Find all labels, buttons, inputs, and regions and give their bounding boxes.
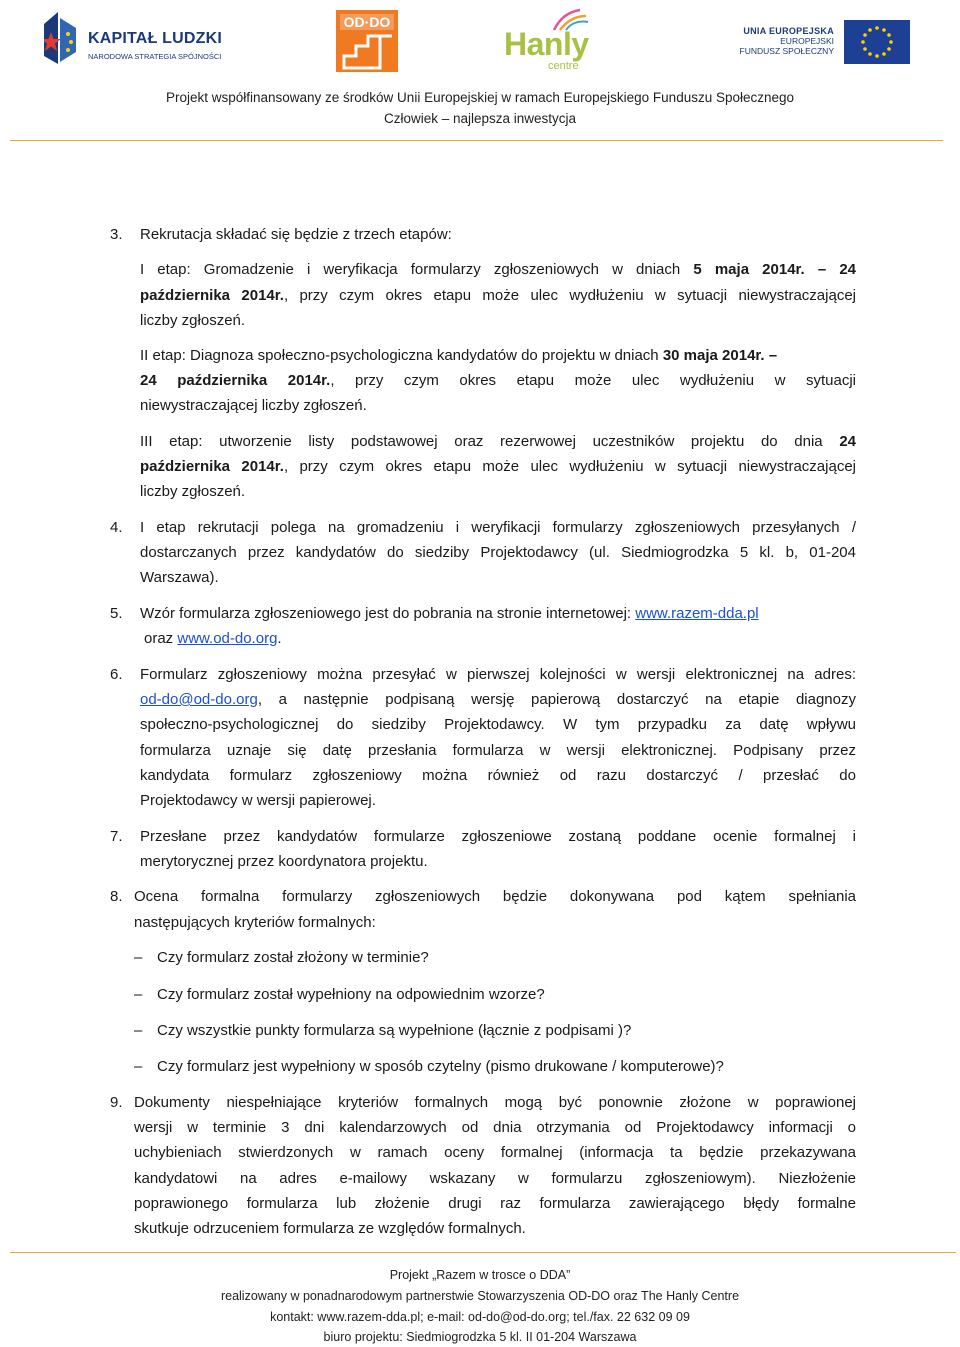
footer-office: biuro projektu: Siedmiogrodzka 5 kl. II 01-204 Warszawa [323, 1330, 637, 1344]
item-4-number: 4. [110, 519, 123, 536]
kapital-ludzki-title: KAPITAŁ LUDZKI [88, 30, 223, 47]
item-9-line-6: skutkuje odrzuceniem formularza ze względów formalnych. [134, 1220, 526, 1237]
eu-flag-icon [844, 20, 910, 64]
stage-3-line-3: liczby zgłoszeń. [140, 483, 246, 500]
kapital-ludzki-logo [44, 12, 224, 68]
item-9-line-4: kandydatowi na adres e-mailowy wskazany w formularzu zgłoszeniowym). Niezłożenie [134, 1170, 856, 1187]
item-6-line-6: Projektodawcy w wersji papierowej. [140, 792, 376, 809]
criterion-3: Czy wszystkie punkty formularza są wypełnione (łącznie z podpisami )? [157, 1022, 632, 1039]
criterion-4-dash: – [134, 1058, 143, 1075]
item-5-line-1: Wzór formularza zgłoszeniowego jest do pobrania na stronie internetowej: www.razem-dda.pl [140, 605, 759, 622]
stage-1-line-1: I etap: Gromadzenie i weryfikacja formularzy zgłoszeniowych w dniach 5 maja 2014r. – 24 [140, 261, 857, 278]
kapital-ludzki-subtitle: NARODOWA STRATEGIA SPÓJNOŚCI [88, 52, 222, 61]
item-6-line-2: od-do@od-do.org, a następnie podpisaną wersję papierową dostarczyć na etapie diagnozy [140, 691, 856, 708]
item-3-text: Rekrutacja składać się będzie z trzech etapów: [140, 226, 452, 243]
item-7-number: 7. [110, 828, 123, 845]
item-8-line-1: Ocena formalna formularzy zgłoszeniowych będzie dokonywana pod kątem spełniania [134, 888, 856, 905]
item-5-line-2: oraz www.od-do.org. [144, 630, 282, 647]
razem-dda-link[interactable]: www.razem-dda.pl [635, 605, 759, 622]
hanly-centre-label: centre [548, 60, 579, 72]
item-9-line-3: uchybieniach stwierdzonych w ramach oceny formalnej (informacja ta będzie przekazywana [134, 1144, 856, 1161]
footer-project-name: Projekt „Razem w trosce o DDA” [389, 1268, 571, 1282]
item-6-line-5: kandydata formularz zgłoszeniowy można również od razu dostarczyć / przesłać do [140, 767, 856, 784]
hanly-centre-logo [504, 8, 596, 72]
hanly-wordmark: Hanly [504, 26, 589, 62]
item-9-number: 9. [110, 1094, 123, 1111]
item-3-number: 3. [110, 226, 123, 243]
stage-3-line-1: III etap: utworzenie listy podstawowej oraz rezerwowej uczestników projektu do dnia 24 [140, 433, 856, 450]
item-4-line-2: dostarczanych przez kandydatów do siedziby Projektodawcy (ul. Siedmiogrodzka 5 kl. b, 01-204 [140, 544, 856, 561]
item-9-line-1: Dokumenty niespełniające kryteriów formalnych mogą być ponownie złożone w poprawionej [134, 1094, 856, 1111]
item-8-number: 8. [110, 888, 123, 905]
criterion-4: Czy formularz jest wypełniony w sposób czytelny (pismo drukowane / komputerowe)? [157, 1058, 724, 1075]
footer-divider [10, 1252, 956, 1253]
item-6-line-4: formularza uznaje się datę przesłania formularza w wersji elektronicznej. Podpisany przez [140, 742, 856, 759]
kapital-ludzki-mark-icon [44, 12, 76, 64]
eu-line2: EUROPEJSKI [780, 36, 834, 46]
criterion-2-dash: – [134, 986, 143, 1003]
footer-contact: kontakt: www.razem-dda.pl; e-mail: od-do@od-do.org; tel./fax. 22 632 09 09 [270, 1310, 690, 1324]
header-slogan: Człowiek – najlepsza inwestycja [383, 111, 577, 126]
item-6-line-1: Formularz zgłoszeniowy można przesyłać w pierwszej kolejności w wersji elektronicznej na adres: [140, 666, 856, 683]
eu-line1: UNIA EUROPEJSKA [743, 26, 834, 36]
od-do-link[interactable]: www.od-do.org [177, 630, 278, 647]
item-6-line-3: społeczno-psychologicznej do siedziby Projektodawcy. W tym przypadku za datę wpływu [140, 716, 856, 733]
criterion-1-dash: – [134, 949, 143, 966]
header-project-line: Projekt współfinansowany ze środków Unii Europejskiej w ramach Europejskiego Funduszu Społecznego [165, 90, 795, 105]
od-do-logo [336, 10, 398, 72]
item-7-line-1: Przesłane przez kandydatów formularze zgłoszeniowe zostaną poddane ocenie formalnej i [140, 828, 856, 845]
item-8-line-2: następujących kryteriów formalnych: [134, 914, 376, 931]
item-4-line-1: I etap rekrutacji polega na gromadzeniu i weryfikacji formularzy zgłoszeniowych przesyłanych / [140, 519, 856, 536]
criterion-1: Czy formularz został złożony w terminie? [157, 949, 429, 966]
stage-3-line-2: października 2014r., przy czym okres etapu może ulec wydłużeniu w sytuacji niewystraczającej [140, 458, 856, 475]
email-link[interactable]: od-do@od-do.org [140, 691, 258, 708]
eu-fund-logo [740, 20, 910, 68]
criterion-3-dash: – [134, 1022, 143, 1039]
od-do-logo-icon [336, 10, 398, 72]
svg-text:OD·DO: OD·DO [343, 14, 391, 30]
footer-partnership: realizowany w ponadnarodowym partnerstwie Stowarzyszenia OD-DO oraz The Hanly Centre [220, 1289, 740, 1303]
item-5-number: 5. [110, 605, 123, 622]
stage-2-line-3: niewystraczającej liczby zgłoszeń. [140, 397, 367, 414]
criterion-2: Czy formularz został wypełniony na odpowiednim wzorze? [157, 986, 545, 1003]
eu-line3: FUNDUSZ SPOŁECZNY [739, 46, 834, 56]
page-header [0, 0, 960, 142]
stage-2-line-1: II etap: Diagnoza społeczno-psychologiczna kandydatów do projektu w dniach 30 maja 2014r. – [140, 347, 778, 364]
eu-fund-text [740, 26, 834, 56]
item-9-line-2: wersji w terminie 3 dni kalendarzowych od dnia otrzymania od Projektodawcy informacji o [134, 1119, 856, 1136]
item-9-line-5: poprawionego formularza lub złożenie drugi raz formularza zawierającego błędy formalne [134, 1195, 856, 1212]
header-divider [10, 140, 943, 141]
item-7-line-2: merytorycznej przez koordynatora projektu. [140, 853, 428, 870]
stage-2-line-2: 24 października 2014r., przy czym okres etapu może ulec wydłużeniu w sytuacji [140, 372, 856, 389]
stage-1-line-3: liczby zgłoszeń. [140, 312, 246, 329]
item-4-line-3: Warszawa). [140, 569, 219, 586]
item-6-number: 6. [110, 666, 123, 683]
stage-1-line-2: października 2014r., przy czym okres etapu może ulec wydłużeniu w sytuacji niewystraczającej [140, 287, 856, 304]
